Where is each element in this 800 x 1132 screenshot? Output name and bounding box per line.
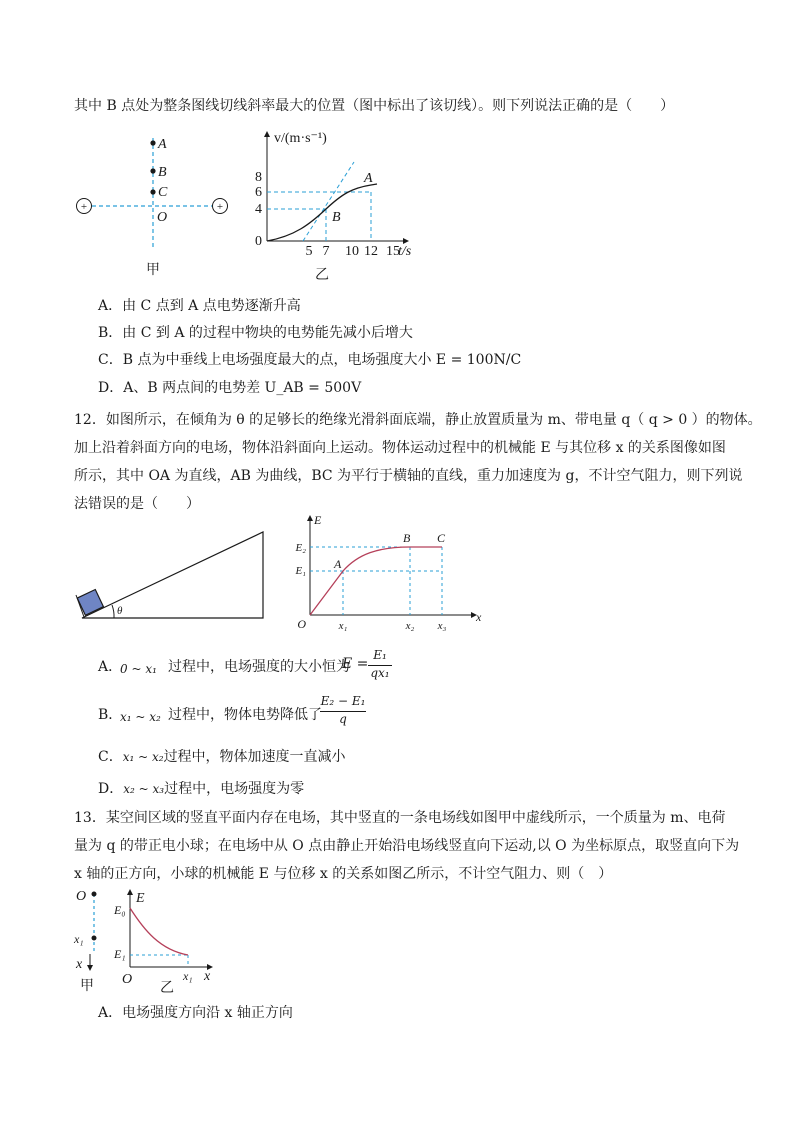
q12-graph-C: C [437, 531, 446, 545]
q11-jia-label-B: B [158, 165, 167, 180]
q11-yi-point-B: B [332, 210, 341, 225]
q11-yi-point-A: A [364, 171, 373, 186]
q12-graph-E1: E₁ [295, 565, 306, 577]
q12-graph-y-label: E [314, 513, 322, 527]
q13-jia-x: x [76, 957, 83, 972]
q13-figure-jia [70, 884, 110, 996]
q13-yi-x: x [204, 969, 211, 984]
q11-figure-jia [70, 128, 240, 283]
q13-yi-x1: x₁ [183, 969, 193, 983]
svg-text:+: + [216, 201, 224, 213]
q11-yi-xtick-12: 12 [364, 244, 378, 259]
q12-option-D[interactable]: D．x₂ ~ x₃过程中，电场强度为零 [98, 781, 305, 797]
q13-jia-O: O [76, 889, 87, 904]
q11-figure-yi [240, 124, 420, 286]
q12-line-3: 所示，其中 OA 为直线，AB 为曲线，BC 为平行于横轴的直线，重力加速度为 g，不计空气阻力，则下列说 [74, 468, 743, 484]
q13-yi-O: O [122, 972, 133, 987]
q13-yi-E: E [136, 891, 145, 906]
q12-graph-A: A [334, 557, 342, 571]
q11-yi-velocity-curve [267, 184, 377, 241]
q12-graph-E2: E₂ [295, 542, 306, 554]
block-icon [77, 589, 103, 615]
q11-yi-x-axis-label: t/s [398, 244, 412, 259]
q13-yi-E0: E₀ [114, 903, 126, 917]
q12-graph-x-label: x [476, 610, 482, 624]
q13-option-A[interactable]: A．电场强度方向沿 x 轴正方向 [98, 1005, 293, 1021]
q11-yi-xtick-5: 5 [305, 244, 313, 259]
q13-line-1: 13．某空间区域的竖直平面内存在电场，其中竖直的一条电场线如图甲中虚线所示，一个质量为 m、电荷 [74, 810, 726, 826]
q11-jia-caption: 甲 [146, 263, 160, 278]
q11-jia-label-A: A [158, 137, 167, 152]
q11-option-D[interactable]: D．A、B 两点间的电势差 U_AB = 500V [98, 380, 362, 396]
q11-yi-tick-6: 6 [255, 185, 262, 200]
svg-text:+: + [80, 201, 88, 213]
q12-line-2: 加上沿着斜面方向的电场，物体沿斜面向上运动。物体运动过程中的机械能 E 与其位移 x 的关系图像如图 [74, 440, 726, 456]
q11-option-C[interactable]: C．B 点为中垂线上电场强度最大的点，电场强度大小 E = 100N/C [98, 352, 522, 368]
q11-jia-label-C: C [158, 185, 168, 200]
q11-yi-tick-4: 4 [255, 202, 262, 217]
q12-graph-origin: O [297, 617, 306, 631]
q12-incline-figure [70, 525, 270, 625]
q11-yi-tick-0: 0 [255, 234, 262, 249]
q11-option-A[interactable]: A．由 C 点到 A 点电势逐渐升高 [98, 298, 301, 314]
q12-graph-x2: x₂ [405, 620, 415, 632]
q13-line-2: 量为 q 的带正电小球；在电场中从 O 点由静止开始沿电场线竖直向下运动,以 O 为坐标原点，取竖直向下为 [74, 838, 740, 854]
q11-option-B[interactable]: B．由 C 到 A 的过程中物块的电势能先减小后增大 [98, 325, 413, 341]
q12-energy-curve [310, 547, 442, 615]
q11-jia-label-O: O [157, 210, 168, 225]
q11-yi-caption: 乙 [315, 268, 329, 283]
q11-yi-xtick-7: 7 [322, 244, 330, 259]
q12-graph-x3: x₃ [437, 620, 447, 632]
q13-figure-yi [108, 884, 218, 996]
q13-line-3: x 轴的正方向，小球的机械能 E 与位移 x 的关系如图乙所示，不计空气阻力、则（ ） [74, 866, 613, 882]
q12-graph-x1: x₁ [338, 620, 348, 632]
q11-intro-line: 其中 B 点处为整条图线切线斜率最大的位置（图中标出了该切线）。则下列说法正确的是（ ） [74, 98, 675, 114]
q11-yi-xtick-10: 10 [345, 244, 359, 259]
q13-yi-E1: E₁ [114, 947, 126, 961]
q11-yi-y-axis-label: v/(m·s⁻¹) [274, 131, 327, 146]
q11-yi-xtick-15: 15 [386, 244, 400, 259]
q13-energy-curve [130, 908, 188, 955]
q12-option-C[interactable]: C．x₁ ~ x₂过程中，物体加速度一直减小 [98, 749, 346, 765]
q11-yi-tick-8: 8 [255, 170, 262, 185]
q12-graph-B: B [403, 531, 411, 545]
q12-angle-theta: θ [117, 605, 123, 617]
q12-line-1: 12．如图所示，在倾角为 θ 的足够长的绝缘光滑斜面底端，静止放置质量为 m、带电量 q（ q > 0 ）的物体。 [74, 412, 762, 428]
q13-jia-caption: 甲 [80, 979, 94, 994]
q12-line-4: 法错误的是（ ） [74, 496, 200, 512]
q13-yi-caption: 乙 [160, 981, 174, 996]
q13-jia-x1: x₁ [74, 932, 84, 946]
q12-graph [290, 510, 490, 635]
